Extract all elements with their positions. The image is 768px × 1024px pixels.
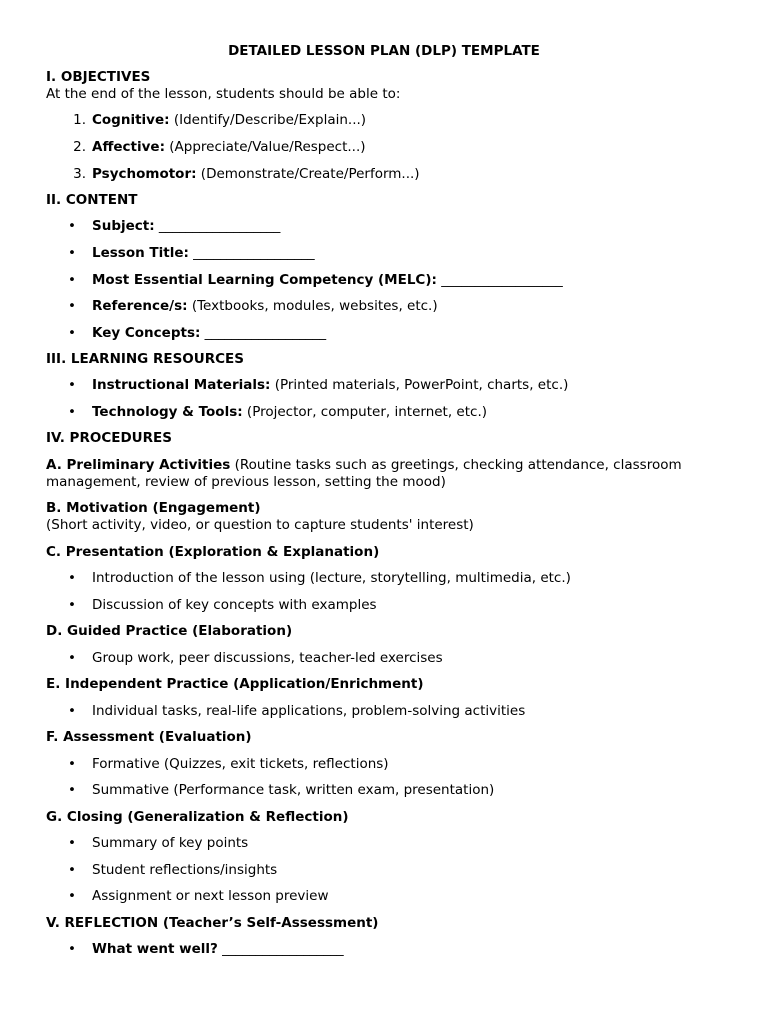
bullet-icon: • (68, 325, 76, 341)
objective-label: Cognitive: (92, 112, 170, 128)
objective-item (73, 112, 728, 129)
bullet-icon: • (68, 218, 76, 234)
resource-item (68, 404, 728, 421)
objective-label: Psychomotor: (92, 166, 197, 182)
content-label: Subject: (92, 218, 155, 234)
document-title: DETAILED LESSON PLAN (DLP) TEMPLATE (228, 43, 540, 59)
step-label: A. Preliminary Activities (46, 457, 231, 473)
bullet-icon: • (68, 862, 76, 878)
step-label: D. Guided Practice (Elaboration) (46, 623, 293, 639)
bullet-icon: • (68, 888, 76, 904)
objective-text: (Identify/Describe/Explain...) (169, 112, 367, 128)
list-item (68, 703, 728, 720)
content-text: (Textbooks, modules, websites, etc.) (187, 298, 438, 314)
bullet-icon: • (68, 597, 76, 613)
procedures-heading: IV. PROCEDURES (46, 430, 172, 446)
list-item (68, 650, 728, 667)
step-description: (Routine tasks such as greetings, checking attendance, classroom management, review of previous lesson, setting the mood) (46, 457, 682, 490)
objectives-heading: I. OBJECTIVES (46, 69, 151, 85)
objective-item (73, 166, 728, 183)
content-item (68, 272, 728, 289)
step-description: (Short activity, video, or question to capture students' interest) (46, 517, 474, 533)
resource-label: Instructional Materials: (92, 377, 271, 393)
step-label: G. Closing (Generalization & Reflection) (46, 809, 349, 825)
bullet-icon: • (68, 782, 76, 798)
bullet-icon: • (68, 941, 76, 957)
reflection-item (68, 941, 728, 958)
resource-text: (Printed materials, PowerPoint, charts, etc.) (270, 377, 569, 393)
content-text: __________________ (200, 325, 327, 341)
list-item-text: Formative (Quizzes, exit tickets, reflections) (92, 756, 389, 772)
content-label: Lesson Title: (92, 245, 189, 261)
list-item-text: Group work, peer discussions, teacher-led exercises (92, 650, 443, 666)
bullet-icon: • (68, 245, 76, 261)
step-label: F. Assessment (Evaluation) (46, 729, 252, 745)
bullet-icon: • (68, 377, 76, 393)
bullet-icon: • (68, 272, 76, 288)
content-text: __________________ (436, 272, 563, 288)
bullet-icon: • (68, 835, 76, 851)
list-item (68, 570, 728, 587)
resources-heading: III. LEARNING RESOURCES (46, 351, 244, 367)
resource-text: (Projector, computer, internet, etc.) (242, 404, 488, 420)
list-item-text: Introduction of the lesson using (lecture, storytelling, multimedia, etc.) (92, 570, 571, 586)
content-heading: II. CONTENT (46, 192, 138, 208)
step-label: E. Independent Practice (Application/Enrichment) (46, 676, 424, 692)
objective-label: Affective: (92, 139, 165, 155)
content-label: Reference/s: (92, 298, 188, 314)
reflection-text: __________________ (217, 941, 344, 957)
objectives-intro: At the end of the lesson, students should be able to: (46, 86, 401, 102)
content-label: Most Essential Learning Competency (MELC): (92, 272, 437, 288)
objective-item (73, 139, 728, 156)
content-item (68, 298, 728, 315)
resource-label: Technology & Tools: (92, 404, 243, 420)
list-item (68, 756, 728, 773)
content-item (68, 218, 728, 235)
bullet-icon: • (68, 756, 76, 772)
content-label: Key Concepts: (92, 325, 201, 341)
preliminary-activities (46, 457, 728, 491)
list-number: 2. (73, 139, 86, 155)
list-item-text: Discussion of key concepts with examples (92, 597, 377, 613)
content-item (68, 245, 728, 262)
resource-item (68, 377, 728, 394)
list-item-text: Individual tasks, real-life applications, problem-solving activities (92, 703, 526, 719)
bullet-icon: • (68, 650, 76, 666)
list-item-text: Student reflections/insights (92, 862, 278, 878)
reflection-label: What went well? (92, 941, 218, 957)
list-item (68, 597, 728, 614)
list-item (68, 888, 728, 905)
bullet-icon: • (68, 298, 76, 314)
content-item (68, 325, 728, 342)
step-label: B. Motivation (Engagement) (46, 500, 261, 516)
list-item-text: Assignment or next lesson preview (92, 888, 329, 904)
content-text: __________________ (188, 245, 315, 261)
reflection-heading: V. REFLECTION (Teacher’s Self-Assessment) (46, 915, 379, 931)
objective-text: (Appreciate/Value/Respect...) (164, 139, 366, 155)
bullet-icon: • (68, 404, 76, 420)
step-label: C. Presentation (Exploration & Explanation) (46, 544, 380, 560)
list-number: 1. (73, 112, 86, 128)
list-item (68, 782, 728, 799)
list-item (68, 835, 728, 852)
bullet-icon: • (68, 703, 76, 719)
list-item (68, 862, 728, 879)
objective-text: (Demonstrate/Create/Perform...) (196, 166, 420, 182)
content-text: __________________ (154, 218, 281, 234)
list-number: 3. (73, 166, 86, 182)
list-item-text: Summative (Performance task, written exam, presentation) (92, 782, 495, 798)
list-item-text: Summary of key points (92, 835, 249, 851)
bullet-icon: • (68, 570, 76, 586)
